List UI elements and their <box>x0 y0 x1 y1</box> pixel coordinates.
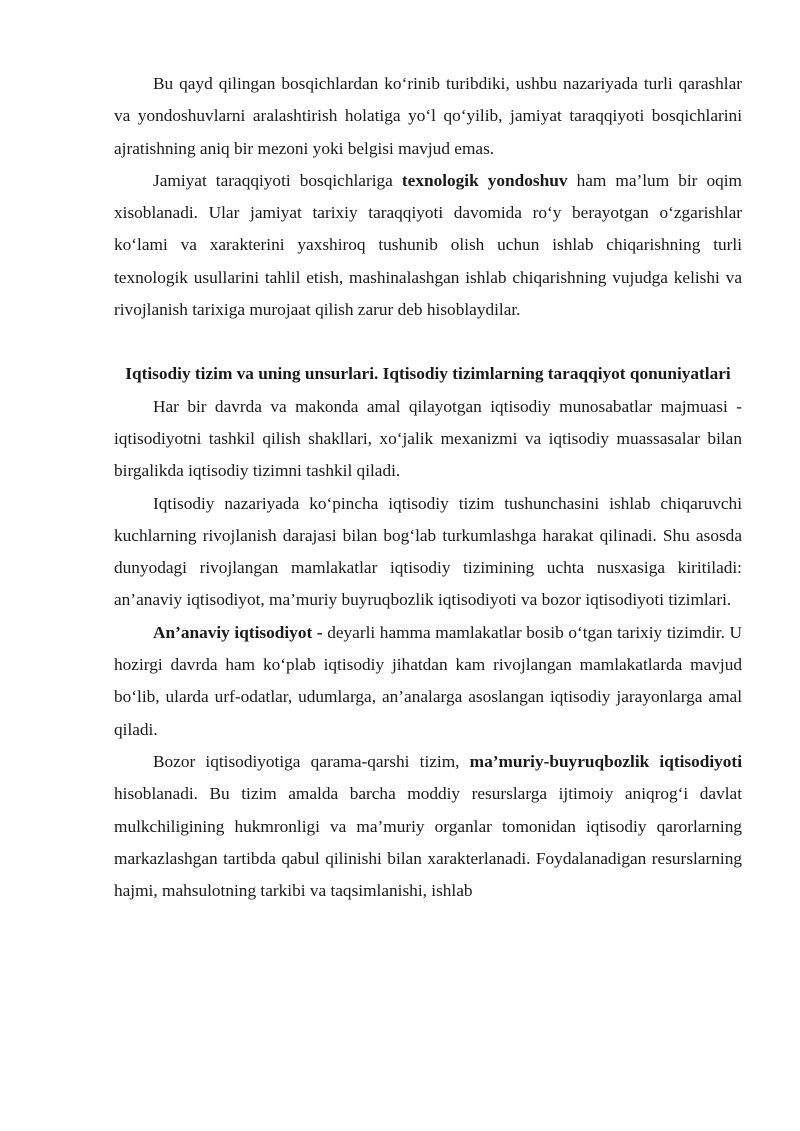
bold-term: ma’muriy-buyruqbozlik iqtisodiyoti <box>469 751 742 771</box>
paragraph-text: ham ma’lum bir oqim xisoblanadi. Ular jamiyat tarixiy taraqqiyoti davomida ro‘y berayotgan o‘zgarishlar ko‘lami va xarakterini yaxshiroq tushunib olish uchun ishlab chiqarishning turli texnologik usullarini tahlil etish, mashinalashgan ishlab chiqarishning vujudga kelishi va rivojlanish tarixiga murojaat qilish zarur deb hisoblaydilar. <box>114 170 742 320</box>
paragraph-economic-system-definition: Har bir davrda va makonda amal qilayotgan iqtisodiy munosabatlar majmuasi -iqtisodiyotni tashkil qilish shakllari, xo‘jalik mexanizmi va iqtisodiy muassasalar bilan birgalikda iqtisodiy tizimni tashkil qiladi. <box>114 396 742 481</box>
paragraph-technological-approach <box>114 165 742 326</box>
paragraph-economic-system-types: Iqtisodiy nazariyada ko‘pincha iqtisodiy tizim tushunchasini ishlab chiqaruvchi kuchlarning rivojlanish darajasi bilan bog‘lab turkumlashga harakat qilinadi. Shu asosda dunyodagi rivojlangan mamlakatlar iqtisodiy tizimining uchta nusxasiga kiritiladi: an’anaviy iqtisodiyot, ma’muriy buyruqbozlik iqtisodiyoti va bozor iqtisodiyoti tizimlari. <box>114 493 742 610</box>
paragraph-text: Bozor iqtisodiyotiga qarama-qarshi tizim, <box>153 751 470 771</box>
bold-term: texnologik yondoshuv <box>401 170 568 190</box>
bold-term: An’anaviy iqtisodiyot - <box>153 622 323 642</box>
paragraph-text: hisoblanadi. Bu tizim amalda barcha moddiy resurslarga ijtimoiy aniqrog‘i davlat mulkchiligining hukmronligi va ma’muriy organlar tomonidan iqtisodiy qarorlarning markazlashgan tartibda qabul qilinishi bilan xarakterlanadi. Foydalanadigan resurslarning hajmi, mahsulotning tarkibi va taqsimlanishi, ishlab <box>114 784 742 901</box>
paragraph-text: Jamiyat taraqqiyoti bosqichlariga <box>153 170 402 190</box>
paragraph-command-economy <box>114 746 742 907</box>
paragraph-traditional-economy <box>114 617 742 746</box>
paragraph-text: deyarli hamma mamlakatlar bosib o‘tgan tarixiy tizimdir. U hozirgi davrda ham ko‘plab iqtisodiy jihatdan kam rivojlangan mamlakatlarda mavjud bo‘lib, ularda urf-odatlar, udumlarga, an’analarga asoslangan iqtisodiy jarayonlarga amal qiladi. <box>114 622 742 739</box>
section-heading: Iqtisodiy tizim va uning unsurlari. Iqtisodiy tizimlarning taraqqiyot qonuniyatlari <box>125 364 731 384</box>
section-spacer <box>114 326 742 358</box>
paragraph-stages-summary: Bu qayd qilingan bosqichlardan ko‘rinib turibdiki, ushbu nazariyada turli qarashlar va yondoshuvlarni aralashtirish holatiga yo‘l qo‘yilib, jamiyat taraqqiyoti bosqichlarini ajratishning aniq bir mezoni yoki belgisi mavjud emas. <box>114 74 742 158</box>
